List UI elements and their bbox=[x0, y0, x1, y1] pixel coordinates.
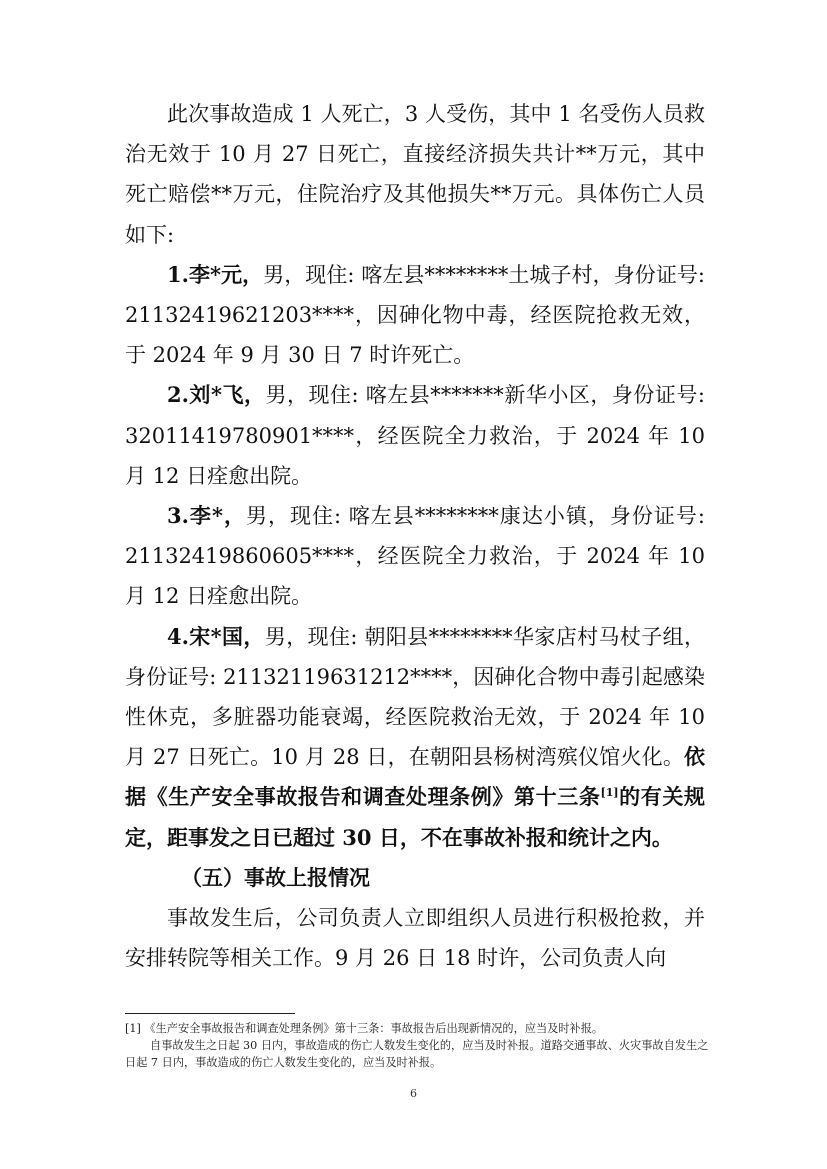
footnote-marker: [1] bbox=[125, 1022, 141, 1035]
casualty-2-name: 2.刘*飞， bbox=[167, 382, 266, 408]
footnotes bbox=[125, 1020, 710, 1071]
casualty-4-paragraph bbox=[125, 617, 705, 858]
footnote-line-1: [1] 《生产安全事故报告和调查处理条例》第十三条：事故报告后出现新情况的，应当及时补报。 bbox=[125, 1022, 604, 1035]
intro-paragraph: 此次事故造成 1 人死亡，3 人受伤，其中 1 名受伤人员救治无效于 10 月 27 日死亡，直接经济损失共计**万元，其中死亡赔偿**万元，住院治疗及其他损失**万元。具体伤亡人员如下: bbox=[125, 102, 705, 247]
casualty-4-text: 男，现住: 朝阳县********华家店村马杖子组，身份证号: 21132119631212****，因砷化合物中毒引起感染性休克，多脏器功能衰竭，经医院救治无效，于 2024 年 10 月 27 日死亡。10 月 28 日，在朝阳县杨树湾殡仪馆火化。 bbox=[125, 624, 706, 770]
casualty-2-text: 男，现住: 喀左县*******新华小区，身份证号: 32011419780901****，经医院全力救治，于 2024 年 10 月 12 日痊愈出院。 bbox=[125, 383, 706, 488]
casualty-3-paragraph bbox=[125, 496, 705, 617]
casualty-1-text: 男，现住: 喀左县********土城子村，身份证号: 21132419621203****，因砷化物中毒，经医院抢救无效，于 2024 年 9 月 30 日 7 时许死亡。 bbox=[125, 262, 706, 368]
regulation-statement-b: 的有关规定，距事发之日已超过 30 日，不在事故补报和统计之内。 bbox=[125, 784, 706, 850]
regulation-statement-a: 依据《生产安全事故报告和调查处理条例》第十三条 bbox=[125, 744, 705, 810]
casualty-3-name: 3.李*， bbox=[167, 503, 246, 529]
body-text bbox=[125, 94, 705, 978]
footnote-divider bbox=[125, 1013, 295, 1014]
casualty-4-name: 4.宋*国， bbox=[167, 623, 265, 649]
section-heading: （五）事故上报情况 bbox=[181, 865, 370, 890]
casualty-1-name: 1.李*元， bbox=[167, 261, 264, 287]
footnote-line-2: 自事故发生之日起 30 日内，事故造成的伤亡人数发生变化的，应当及时补报。道路交通事故、火灾事故自发生之日起 7 日内，事故造成的伤亡人数发生变化的，应当及时补报。 bbox=[125, 1039, 709, 1069]
casualty-1-paragraph bbox=[125, 255, 705, 376]
report-paragraph: 事故发生后，公司负责人立即组织人员进行积极抢救，并安排转院等相关工作。9 月 26 日 18 时许，公司负责人向 bbox=[125, 906, 705, 971]
casualty-2-paragraph bbox=[125, 375, 705, 496]
footnote-reference[interactable]: [1] bbox=[600, 786, 619, 800]
page-number: 6 bbox=[410, 1087, 417, 1100]
casualty-3-text: 男，现住: 喀左县********康达小镇，身份证号: 21132419860605****，经医院全力救治，于 2024 年 10 月 12 日痊愈出院。 bbox=[125, 504, 705, 609]
